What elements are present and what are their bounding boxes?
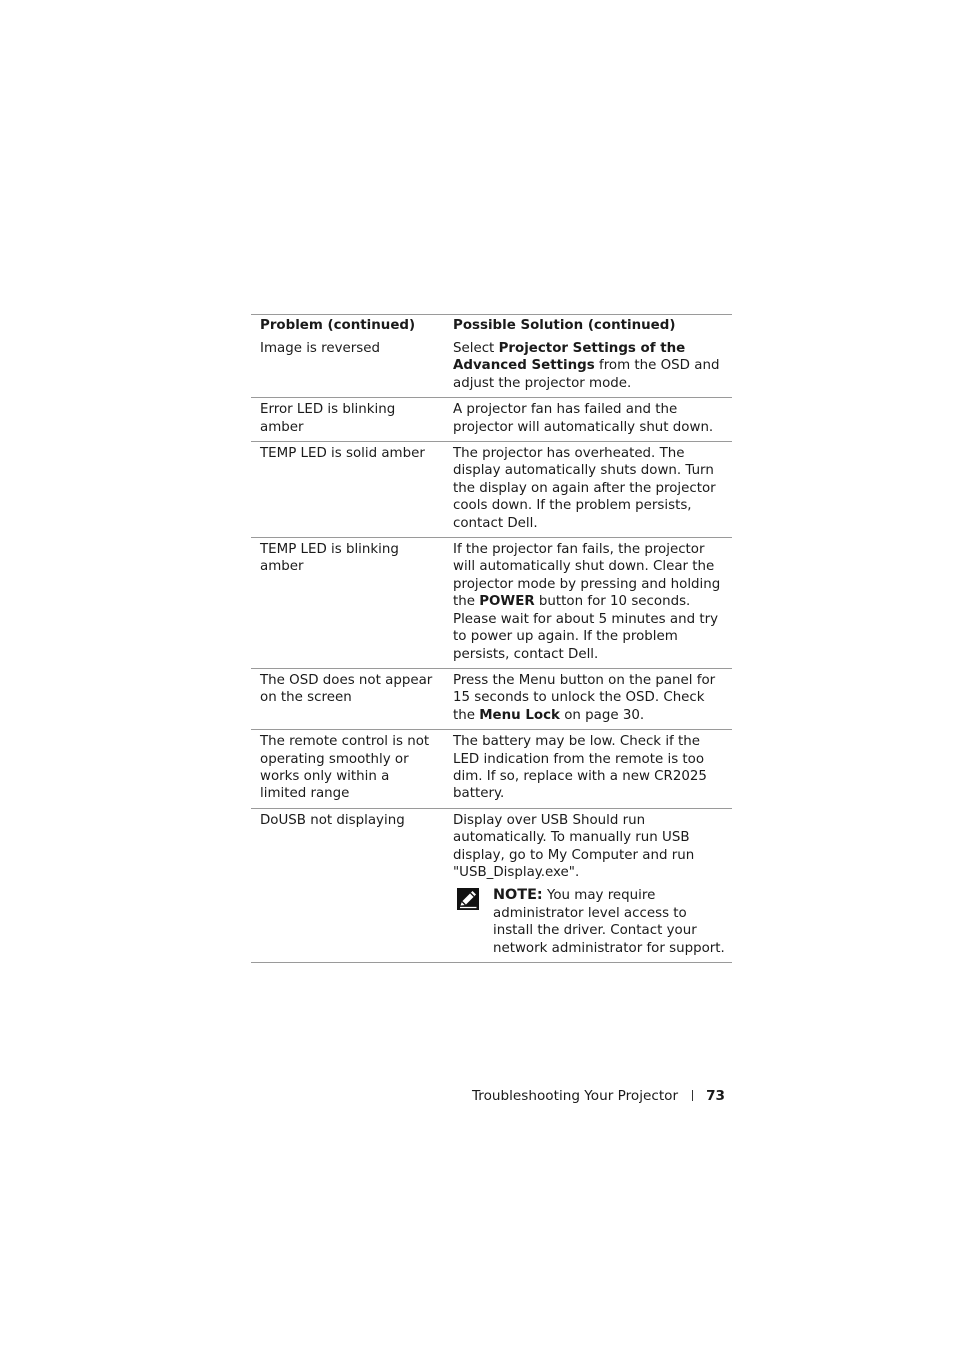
solution-cell — [443, 808, 732, 962]
solution-text — [453, 733, 728, 803]
solution-cell — [443, 442, 732, 538]
problem-cell: TEMP LED is blinking amber — [251, 538, 443, 669]
problem-cell: Image is reversed — [251, 339, 443, 398]
solution-text-segment: If the projector fan fails, the projector will automatically shut down. Clear the projector mode by pressing and holding the — [453, 542, 721, 610]
table-row — [251, 339, 732, 398]
solution-text — [453, 445, 728, 532]
footer-section-title: Troubleshooting Your Projector — [472, 1088, 679, 1104]
solution-bold-text: Projector Settings of the Advanced Settings — [453, 341, 686, 374]
problem-column-header: Problem (continued) — [251, 315, 443, 340]
table-body — [251, 339, 732, 963]
note-pencil-icon — [453, 887, 493, 915]
page-footer — [472, 1088, 725, 1104]
note-text — [493, 887, 728, 957]
table-row — [251, 442, 732, 538]
solution-text-segment: Select — [453, 341, 499, 356]
note-box — [453, 887, 728, 957]
solution-text-segment: button for 10 seconds. Please wait for about 5 minutes and try to power up again. If the problem persists, contact Dell. — [453, 594, 719, 662]
problem-cell: The remote control is not operating smoothly or works only within a limited range — [251, 730, 443, 809]
footer-separator — [692, 1090, 693, 1101]
solution-text — [453, 541, 728, 663]
table-row — [251, 808, 732, 962]
solution-text — [453, 812, 728, 882]
solution-text-segment: A projector fan has failed and the projector will automatically shut down. — [453, 402, 714, 435]
solution-text — [453, 401, 728, 436]
note-body: You may require administrator level access to install the driver. Contact your network administrator for support. — [493, 888, 725, 956]
solution-cell — [443, 538, 732, 669]
troubleshooting-table — [251, 314, 732, 963]
page-number: 73 — [706, 1088, 725, 1104]
problem-cell: The OSD does not appear on the screen — [251, 668, 443, 729]
solution-bold-text: Menu Lock — [479, 707, 560, 723]
solution-cell — [443, 398, 732, 442]
table-row — [251, 668, 732, 729]
solution-text-segment: The projector has overheated. The display automatically shuts down. Turn the display on again after the projector cools down. If the problem persists, contact Dell. — [453, 446, 716, 531]
problem-cell: DoUSB not displaying — [251, 808, 443, 962]
table-row — [251, 538, 732, 669]
solution-text — [453, 340, 728, 392]
solution-bold-text: POWER — [479, 594, 535, 610]
solution-text-segment: from the OSD and adjust the projector mode. — [453, 358, 720, 391]
solution-cell — [443, 730, 732, 809]
problem-cell: TEMP LED is solid amber — [251, 442, 443, 538]
solution-text — [453, 672, 728, 724]
table-row — [251, 730, 732, 809]
solution-text-segment: on page 30. — [559, 707, 645, 723]
table-row — [251, 398, 732, 442]
solution-text-segment: Press the Menu button on the panel for 15 seconds to unlock the OSD. Check the — [453, 672, 716, 723]
problem-cell: Error LED is blinking amber — [251, 398, 443, 442]
note-label: NOTE: — [493, 887, 543, 904]
solution-cell — [443, 668, 732, 729]
solution-text-segment: Display over USB Should run automatically. To manually run USB display, go to My Computer and run "USB_Display.exe". — [453, 812, 695, 880]
solution-column-header: Possible Solution (continued) — [443, 315, 732, 340]
table-header-row — [251, 315, 732, 340]
solution-cell — [443, 339, 732, 398]
solution-text-segment: The battery may be low. Check if the LED indication from the remote is too dim. If so, replace with a new CR2025 battery. — [453, 734, 707, 802]
